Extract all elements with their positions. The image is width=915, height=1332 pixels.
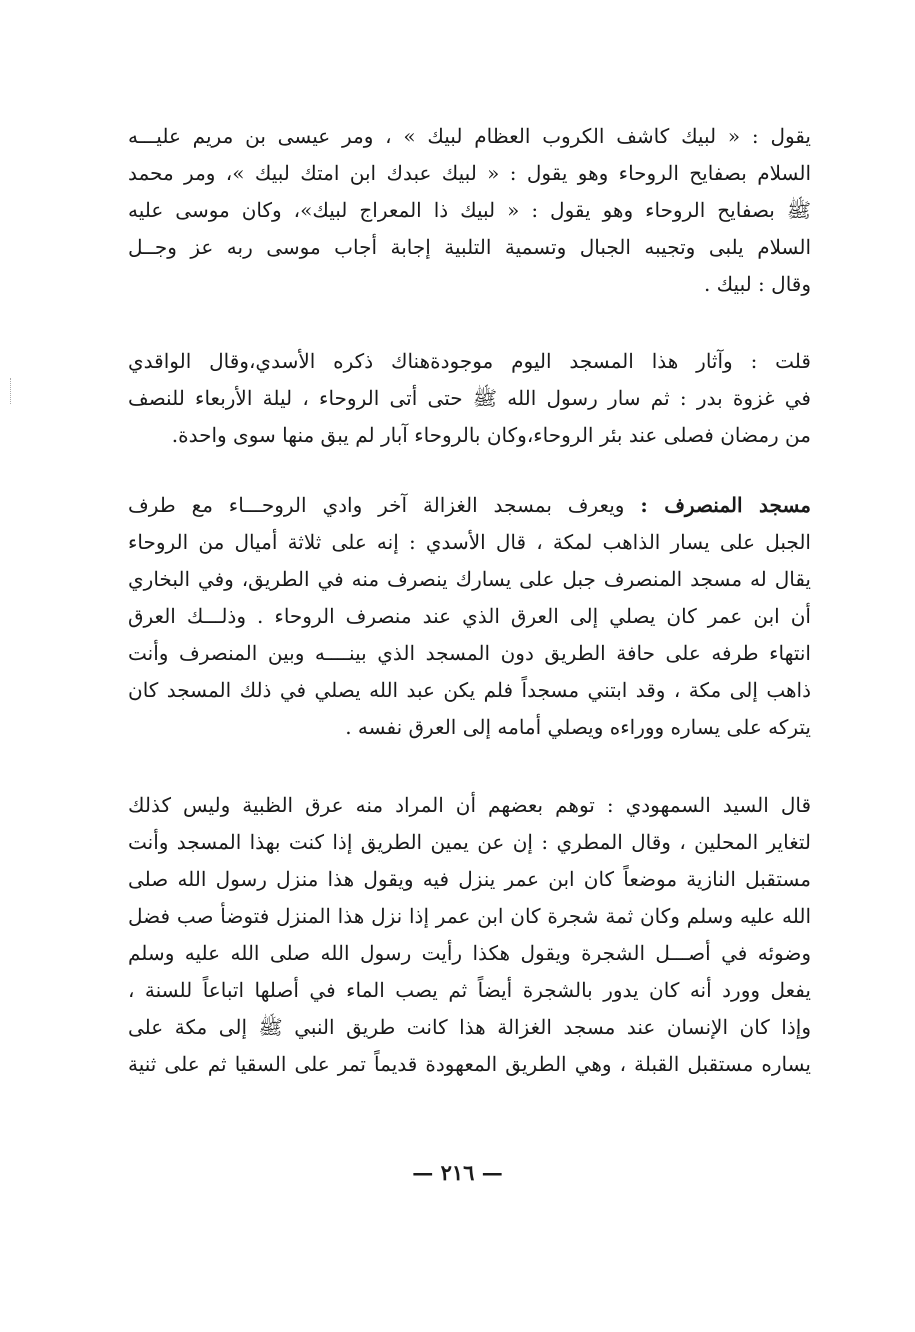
text-line: من رمضان فصلى عند بئر الروحاء،وكان بالروحاء آبار لم يبق منها سوى واحدة. xyxy=(171,423,811,447)
text-line: انتهاء طرفه على حافة الطريق دون المسجد الذي بينــــه وبين المنصرف وأنت xyxy=(128,641,811,665)
text-line: يفعل وورد أنه كان يدور بالشجرة أيضاً ثم يصب الماء في أصلها اتباعاً للسنة ، xyxy=(128,978,811,1002)
text-line: يقول : « لبيك كاشف الكروب العظام لبيك » ، ومر عيسى بن مريم عليـــه xyxy=(128,124,811,148)
paragraph-talbiya xyxy=(128,118,811,303)
text-line: قال السيد السمهودي : توهم بعضهم أن المراد منه عرق الظبية وليس كذلك xyxy=(128,793,811,817)
text-line: وقال : لبيك . xyxy=(703,272,811,296)
text-line: السلام يلبى وتجيبه الجبال وتسمية التلبية إجابة أجاب موسى ربه عز وجــل xyxy=(128,235,811,259)
text-line-continuation: ويعرف بمسجد الغزالة آخر وادي الروحـــاء مع طرف xyxy=(128,493,625,517)
text-line: الجبل على يسار الذاهب لمكة ، قال الأسدي : إنه على ثلاثة أميال من الروحاء xyxy=(128,530,811,554)
text-line: ﷺ بصفايح الروحاء وهو يقول : « لبيك ذا المعراج لبيك»، وكان موسى عليه xyxy=(128,198,811,222)
paragraph-athar xyxy=(128,343,811,454)
text-line: يتركه على يساره ووراءه ويصلي أمامه إلى العرق نفسه . xyxy=(345,715,811,739)
text-line: أن ابن عمر كان يصلي إلى العرق الذي عند منصرف الروحاء . وذلـــك العرق xyxy=(128,604,811,628)
text-line: الله عليه وسلم وكان ثمة شجرة كان ابن عمر إذا نزل هذا المنزل فتوضأ صب فضل xyxy=(128,904,811,928)
paragraph-samhudi xyxy=(128,787,811,1083)
text-line: لتغاير المحلين ، وقال المطري : إن عن يمين الطريق إذا كنت بهذا المسجد وأنت xyxy=(128,830,811,854)
margin-mark xyxy=(10,378,13,404)
section-heading: مسجد المنصرف : xyxy=(640,493,811,517)
text-line: في غزوة بدر : ثم سار رسول الله ﷺ حتى أتى الروحاء ، ليلة الأربعاء للنصف xyxy=(128,386,811,410)
text-line: يساره مستقبل القبلة ، وهي الطريق المعهودة قديماً تمر على السقيا ثم على ثنية xyxy=(128,1052,811,1076)
page-number: — ٢١٦ — xyxy=(412,1160,503,1185)
text-line xyxy=(128,487,811,524)
text-line: قلت : وآثار هذا المسجد اليوم موجودةهناك ذكره الأسدي،وقال الواقدي xyxy=(128,349,811,373)
text-line: وإذا كان الإنسان عند مسجد الغزالة هذا كانت طريق النبي ﷺ إلى مكة على xyxy=(128,1015,811,1039)
text-line: مستقبل النازية موضعاً كان ابن عمر ينزل فيه ويقول هذا منزل رسول الله صلى xyxy=(128,867,811,891)
text-line: السلام بصفايح الروحاء وهو يقول : « لبيك عبدك ابن امتك لبيك »، ومر محمد xyxy=(128,161,811,185)
text-line: ذاهب إلى مكة ، وقد ابتني مسجداً فلم يكن عبد الله يصلي في ذلك المسجد كان xyxy=(128,678,811,702)
paragraph-masjid-al-munsaraf xyxy=(128,487,811,746)
text-line: وضوئه في أصـــل الشجرة ويقول هكذا رأيت رسول الله صلى الله عليه وسلم xyxy=(128,941,811,965)
text-line: يقال له مسجد المنصرف جبل على يسارك ينصرف منه في الطريق، وفي البخاري xyxy=(128,567,811,591)
